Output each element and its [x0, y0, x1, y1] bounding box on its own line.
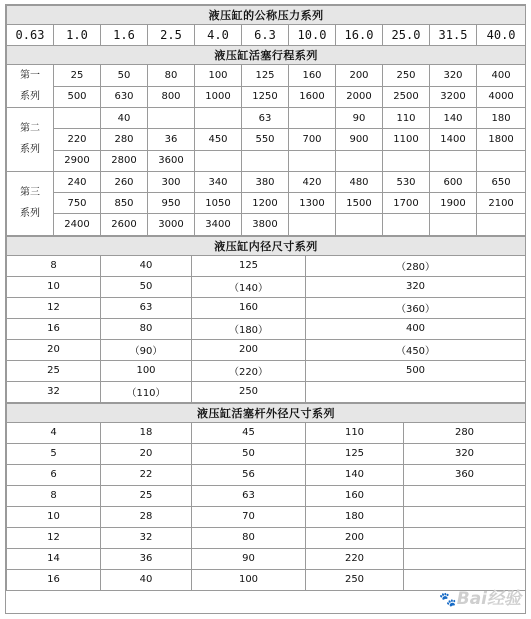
stroke-value-cell: 480: [336, 171, 383, 192]
rod-value-cell: 200: [306, 527, 404, 548]
rod-row: [7, 464, 526, 485]
stroke-value-cell: 1300: [289, 193, 336, 214]
bore-value-cell: 12: [7, 297, 101, 318]
bore-value-cell: （360）: [306, 297, 526, 318]
stroke-value-cell: 140: [430, 108, 477, 129]
stroke-value-cell: 90: [336, 108, 383, 129]
rod-row: [7, 485, 526, 506]
stroke-value-cell: 1400: [430, 129, 477, 150]
stroke-row: [7, 150, 526, 171]
stroke-value-cell: [383, 214, 430, 235]
stroke-value-cell: 80: [148, 65, 195, 87]
stroke-value-cell: 380: [242, 171, 289, 192]
bore-value-cell: 10: [7, 276, 101, 297]
stroke-value-cell: [430, 150, 477, 171]
stroke-value-cell: 1000: [195, 86, 242, 108]
bore-value-cell: 125: [192, 255, 306, 276]
rod-value-cell: 14: [7, 548, 101, 569]
stroke-value-cell: 36: [148, 129, 195, 150]
rod-value-cell: 8: [7, 485, 101, 506]
pressure-value-cell: 1.6: [101, 25, 148, 46]
rod-value-cell: 40: [101, 569, 192, 590]
stroke-value-cell: 3000: [148, 214, 195, 235]
stroke-row: [7, 214, 526, 235]
rod-value-cell: 12: [7, 527, 101, 548]
pressure-value-cell: 2.5: [148, 25, 195, 46]
stroke-value-cell: 110: [383, 108, 430, 129]
rod-value-cell: [404, 485, 526, 506]
stroke-value-cell: 1250: [242, 86, 289, 108]
stroke-value-cell: 300: [148, 171, 195, 192]
stroke-value-cell: [477, 150, 526, 171]
rod-section-title: 液压缸活塞杆外径尺寸系列: [7, 403, 526, 422]
stroke-value-cell: 600: [430, 171, 477, 192]
stroke-value-cell: 3400: [195, 214, 242, 235]
stroke-value-cell: 1050: [195, 193, 242, 214]
stroke-value-cell: 260: [101, 171, 148, 192]
stroke-value-cell: 180: [477, 108, 526, 129]
bore-row: [7, 339, 526, 360]
rod-value-cell: 220: [306, 548, 404, 569]
bore-value-cell: 63: [101, 297, 192, 318]
stroke-value-cell: 1800: [477, 129, 526, 150]
stroke-value-cell: 550: [242, 129, 289, 150]
stroke-series-label: [7, 171, 54, 235]
pressure-title-row: [7, 6, 526, 25]
rod-value-cell: 63: [192, 485, 306, 506]
bore-value-cell: 50: [101, 276, 192, 297]
rod-value-cell: 90: [192, 548, 306, 569]
rod-value-cell: [404, 527, 526, 548]
stroke-value-cell: 250: [383, 65, 430, 87]
rod-value-cell: 25: [101, 485, 192, 506]
rod-value-cell: 140: [306, 464, 404, 485]
bore-value-cell: 250: [192, 381, 306, 402]
stroke-value-cell: [195, 108, 242, 129]
stroke-value-cell: 3600: [148, 150, 195, 171]
series-label-line-1: 第一: [20, 70, 40, 81]
stroke-value-cell: 25: [54, 65, 101, 87]
bore-value-cell: 100: [101, 360, 192, 381]
stroke-value-cell: 700: [289, 129, 336, 150]
stroke-value-cell: [289, 214, 336, 235]
watermark-text: Bai经验: [456, 589, 521, 609]
rod-value-cell: 160: [306, 485, 404, 506]
bore-value-cell: 25: [7, 360, 101, 381]
series-label-line-2: 系列: [20, 144, 40, 156]
stroke-series-label: [7, 65, 54, 108]
stroke-value-cell: 200: [336, 65, 383, 87]
stroke-value-cell: [336, 214, 383, 235]
stroke-row: [7, 129, 526, 150]
stroke-value-cell: 4000: [477, 86, 526, 108]
bore-row: [7, 276, 526, 297]
series-label-line-1: 第三: [20, 187, 40, 199]
rod-value-cell: 4: [7, 422, 101, 443]
rod-value-cell: 50: [192, 443, 306, 464]
stroke-value-cell: 240: [54, 171, 101, 192]
stroke-row: [7, 108, 526, 129]
series-label-line-2: 系列: [20, 208, 40, 220]
bore-row: [7, 297, 526, 318]
pressure-value-cell: 10.0: [289, 25, 336, 46]
stroke-value-cell: 800: [148, 86, 195, 108]
rod-row: [7, 422, 526, 443]
rod-value-cell: 10: [7, 506, 101, 527]
bore-value-cell: （140）: [192, 276, 306, 297]
stroke-value-cell: 850: [101, 193, 148, 214]
stroke-value-cell: 650: [477, 171, 526, 192]
stroke-value-cell: 630: [101, 86, 148, 108]
stroke-value-cell: [430, 214, 477, 235]
bore-value-cell: 320: [306, 276, 526, 297]
stroke-value-cell: 1100: [383, 129, 430, 150]
pressure-value-cell: 1.0: [54, 25, 101, 46]
bore-row: [7, 381, 526, 402]
bore-value-cell: 400: [306, 318, 526, 339]
stroke-value-cell: 50: [101, 65, 148, 87]
stroke-value-cell: 2100: [477, 193, 526, 214]
rod-row: [7, 506, 526, 527]
hydraulic-cylinder-standards-table: [5, 4, 526, 614]
stroke-value-cell: 420: [289, 171, 336, 192]
stroke-value-cell: 750: [54, 193, 101, 214]
stroke-series-label: [7, 108, 54, 172]
rod-value-cell: 360: [404, 464, 526, 485]
bore-value-cell: （450）: [306, 339, 526, 360]
stroke-title-row: [7, 46, 526, 65]
rod-value-cell: 36: [101, 548, 192, 569]
rod-row: [7, 548, 526, 569]
stroke-section-title: 液压缸活塞行程系列: [7, 46, 526, 65]
stroke-value-cell: 125: [242, 65, 289, 87]
stroke-value-cell: 2800: [101, 150, 148, 171]
rod-value-cell: 18: [101, 422, 192, 443]
bore-value-cell: 8: [7, 255, 101, 276]
rod-value-cell: [404, 548, 526, 569]
bore-row: [7, 360, 526, 381]
rod-value-cell: 6: [7, 464, 101, 485]
rod-title-row: [7, 403, 526, 422]
stroke-value-cell: 2900: [54, 150, 101, 171]
stroke-value-cell: 2000: [336, 86, 383, 108]
stroke-row: [7, 86, 526, 108]
bore-value-cell: 160: [192, 297, 306, 318]
pressure-value-cell: 6.3: [242, 25, 289, 46]
bore-section-title: 液压缸内径尺寸系列: [7, 236, 526, 255]
bore-value-cell: （90）: [101, 339, 192, 360]
stroke-value-cell: 100: [195, 65, 242, 87]
rod-row: [7, 443, 526, 464]
series-label-line-2: 系列: [20, 91, 40, 102]
rod-row: [7, 527, 526, 548]
rod-value-cell: 56: [192, 464, 306, 485]
stroke-value-cell: 1500: [336, 193, 383, 214]
stroke-row: [7, 193, 526, 214]
stroke-row: [7, 171, 526, 192]
bore-row: [7, 318, 526, 339]
rod-value-cell: 125: [306, 443, 404, 464]
stroke-value-cell: 500: [54, 86, 101, 108]
bore-value-cell: （110）: [101, 381, 192, 402]
stroke-value-cell: 530: [383, 171, 430, 192]
rod-value-cell: 45: [192, 422, 306, 443]
pressure-value-cell: 40.0: [477, 25, 526, 46]
stroke-value-cell: 160: [289, 65, 336, 87]
stroke-value-cell: [289, 150, 336, 171]
stroke-row: [7, 65, 526, 87]
stroke-value-cell: [54, 108, 101, 129]
rod-value-cell: 100: [192, 569, 306, 590]
rod-value-cell: 28: [101, 506, 192, 527]
stroke-value-cell: 900: [336, 129, 383, 150]
pressure-value-cell: 25.0: [383, 25, 430, 46]
bore-value-cell: （180）: [192, 318, 306, 339]
stroke-value-cell: 1700: [383, 193, 430, 214]
pressure-value-cell: 0.63: [7, 25, 54, 46]
bore-value-cell: （280）: [306, 255, 526, 276]
bore-row: [7, 255, 526, 276]
stroke-value-cell: 2500: [383, 86, 430, 108]
pressure-value-cell: 31.5: [430, 25, 477, 46]
paw-logo-icon: 🐾: [439, 592, 457, 608]
pressure-values-row: [7, 25, 526, 46]
rod-value-cell: 280: [404, 422, 526, 443]
stroke-value-cell: 40: [101, 108, 148, 129]
stroke-value-cell: [383, 150, 430, 171]
rod-value-cell: 110: [306, 422, 404, 443]
series-label-line-1: 第二: [20, 123, 40, 135]
stroke-value-cell: 3200: [430, 86, 477, 108]
stroke-value-cell: 2400: [54, 214, 101, 235]
stroke-value-cell: [242, 150, 289, 171]
stroke-value-cell: 950: [148, 193, 195, 214]
stroke-value-cell: 2600: [101, 214, 148, 235]
stroke-value-cell: 320: [430, 65, 477, 87]
stroke-value-cell: 1200: [242, 193, 289, 214]
rod-value-cell: 20: [101, 443, 192, 464]
stroke-value-cell: [477, 214, 526, 235]
rod-value-cell: 250: [306, 569, 404, 590]
pressure-value-cell: 16.0: [336, 25, 383, 46]
rod-value-cell: 80: [192, 527, 306, 548]
stroke-value-cell: [148, 108, 195, 129]
stroke-value-cell: 340: [195, 171, 242, 192]
bore-value-cell: 500: [306, 360, 526, 381]
stroke-value-cell: 450: [195, 129, 242, 150]
bore-value-cell: 200: [192, 339, 306, 360]
bore-value-cell: [306, 381, 526, 402]
rod-value-cell: 32: [101, 527, 192, 548]
pressure-value-cell: 4.0: [195, 25, 242, 46]
stroke-value-cell: [289, 108, 336, 129]
stroke-value-cell: 1600: [289, 86, 336, 108]
stroke-value-cell: [195, 150, 242, 171]
bore-value-cell: 16: [7, 318, 101, 339]
stroke-value-cell: 220: [54, 129, 101, 150]
pressure-section-title: 液压缸的公称压力系列: [7, 6, 526, 25]
stroke-value-cell: 400: [477, 65, 526, 87]
rod-value-cell: 180: [306, 506, 404, 527]
rod-value-cell: 5: [7, 443, 101, 464]
rod-value-cell: 16: [7, 569, 101, 590]
stroke-value-cell: 1900: [430, 193, 477, 214]
bore-value-cell: 40: [101, 255, 192, 276]
stroke-value-cell: 280: [101, 129, 148, 150]
stroke-value-cell: [336, 150, 383, 171]
rod-value-cell: 22: [101, 464, 192, 485]
bore-value-cell: 32: [7, 381, 101, 402]
baidu-jingyan-watermark: [439, 584, 521, 609]
rod-value-cell: 70: [192, 506, 306, 527]
bore-value-cell: 20: [7, 339, 101, 360]
stroke-value-cell: 3800: [242, 214, 289, 235]
stroke-value-cell: 63: [242, 108, 289, 129]
bore-value-cell: （220）: [192, 360, 306, 381]
rod-value-cell: [404, 506, 526, 527]
bore-title-row: [7, 236, 526, 255]
bore-value-cell: 80: [101, 318, 192, 339]
rod-value-cell: 320: [404, 443, 526, 464]
